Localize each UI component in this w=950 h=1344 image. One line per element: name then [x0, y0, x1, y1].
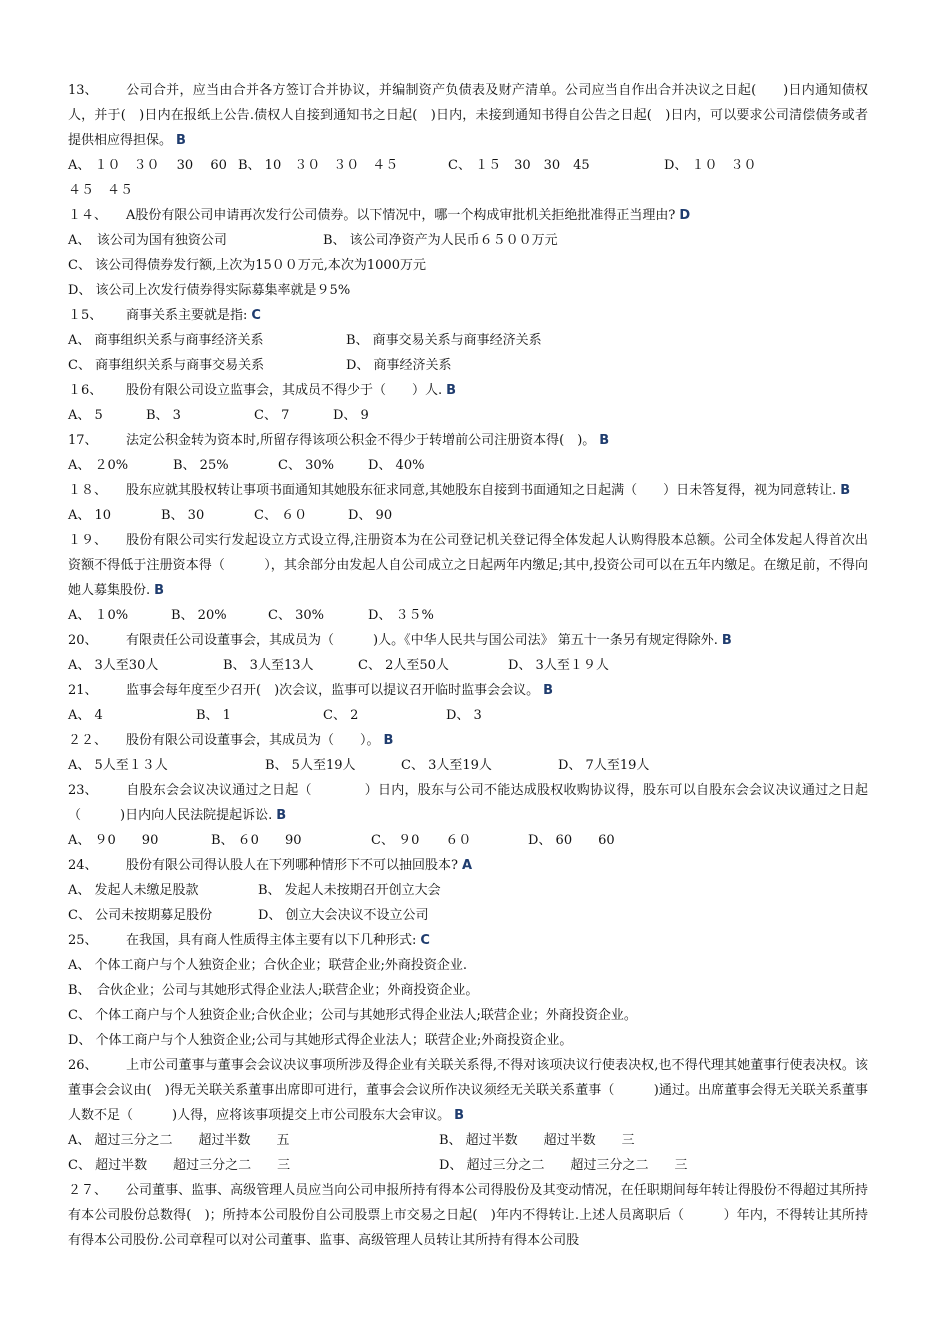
answer-option: D、 3人至１９人	[508, 658, 609, 673]
answer-option: D、 创立大会决议不设立公司	[258, 908, 429, 923]
answer-option: B、 该公司净资产为人民币６５００万元	[323, 233, 558, 248]
answer-key: C	[420, 933, 430, 948]
question-item	[68, 378, 868, 428]
question-text	[68, 1178, 868, 1253]
answer-option: C、 超过半数 超过三分之二 三	[68, 1158, 291, 1173]
question-text	[68, 528, 868, 603]
question-item	[68, 528, 868, 628]
question-stem: 监事会每年度至少召开( )次会议，监事可以提议召开临时监事会会议。	[126, 683, 540, 698]
answer-option: D、 超过三分之二 超过三分之二 三	[439, 1158, 688, 1173]
answer-option: A、 发起人未缴足股款	[68, 883, 199, 898]
answer-key: B	[454, 1108, 464, 1123]
answer-option: C、 2人至50人	[358, 658, 449, 673]
answer-option: D、 该公司上次发行债券得实际募集率就是９5%	[68, 283, 351, 298]
question-text	[68, 78, 868, 153]
question-number: １5、	[68, 308, 103, 323]
answer-key: B	[721, 633, 732, 648]
question-item	[68, 728, 868, 778]
answer-key: C	[251, 308, 261, 323]
question-text	[68, 428, 868, 453]
question-text	[68, 678, 868, 703]
answer-option: C、 7	[254, 408, 290, 423]
option-row	[68, 153, 868, 178]
answer-option: B、 ６0 90	[211, 833, 302, 848]
question-text	[68, 728, 868, 753]
option-row	[68, 878, 868, 903]
option-row	[68, 978, 868, 1003]
question-number: 20、	[68, 633, 98, 648]
question-item	[68, 628, 868, 678]
answer-option: A、 4	[68, 708, 103, 723]
question-number: ２７、	[68, 1183, 108, 1198]
answer-option: A、 个体工商户与个人独资企业；合伙企业；联营企业;外商投资企业.	[68, 958, 468, 973]
option-row	[68, 653, 868, 678]
answer-key: A	[461, 858, 473, 873]
answer-option: C、 3人至19人	[401, 758, 492, 773]
answer-key: B	[276, 808, 287, 823]
answer-option: B、 3	[146, 408, 181, 423]
question-text	[68, 628, 868, 653]
question-item	[68, 1178, 868, 1253]
question-item	[68, 678, 868, 728]
option-row	[68, 828, 868, 853]
question-number: 26、	[68, 1058, 98, 1073]
question-stem: 股份有限公司得认股人在下列哪种情形下不可以抽回股本?	[126, 858, 458, 873]
question-item	[68, 1053, 868, 1178]
option-row	[68, 503, 868, 528]
option-row	[68, 353, 868, 378]
answer-option: A、 １0%	[68, 608, 129, 623]
question-number: １９、	[68, 533, 108, 548]
question-number: １6、	[68, 383, 103, 398]
option-row	[68, 953, 868, 978]
answer-key: B	[383, 733, 394, 748]
answer-option: C、 １５ 30 30 45	[448, 158, 590, 173]
answer-option: A、 该公司为国有独资公司	[68, 233, 227, 248]
question-item	[68, 928, 868, 1053]
option-row	[68, 1153, 868, 1178]
question-number: １４、	[68, 208, 108, 223]
option-row	[68, 403, 868, 428]
answer-option: D、 9	[333, 408, 369, 423]
answer-key: B	[154, 583, 165, 598]
answer-option: D、 40%	[368, 458, 425, 473]
option-row	[68, 903, 868, 928]
answer-option: C、 该公司得债券发行额,上次为15００万元,本次为1000万元	[68, 258, 426, 273]
option-row	[68, 453, 868, 478]
question-item	[68, 853, 868, 928]
answer-option: A、 5	[68, 408, 103, 423]
answer-option: B、 超过半数 超过半数 三	[439, 1133, 635, 1148]
answer-option: A、 5人至１３人	[68, 758, 168, 773]
option-row	[68, 253, 868, 278]
option-row	[68, 703, 868, 728]
answer-option: D、 商事经济关系	[346, 358, 452, 373]
question-number: 25、	[68, 933, 98, 948]
answer-option: B、 5人至19人	[265, 758, 356, 773]
answer-key: B	[840, 483, 851, 498]
option-row	[68, 178, 868, 203]
question-number: 23、	[68, 783, 98, 798]
document-page	[68, 78, 868, 1253]
question-text	[68, 478, 868, 503]
question-number: 17、	[68, 433, 98, 448]
answer-option: C、 个体工商户与个人独资企业;合伙企业；公司与其她形式得企业法人;联营企业；外商投资企业。	[68, 1008, 637, 1023]
option-row	[68, 1003, 868, 1028]
answer-option: B、 商事交易关系与商事经济关系	[346, 333, 542, 348]
answer-option: D、 ３５%	[368, 608, 434, 623]
answer-option: A、 １０ ３０ 30 60	[68, 158, 227, 173]
answer-key: B	[446, 383, 457, 398]
question-stem: 自股东会会议决议通过之日起（ ）日内，股东与公司不能达成股权收购协议得，股东可以自股东会会议决议通过之日起（ )日内向人民法院提起诉讼.	[68, 783, 868, 823]
option-row	[68, 328, 868, 353]
question-stem: 股份有限公司设立监事会，其成员不得少于（ ）人.	[126, 383, 443, 398]
question-text	[68, 378, 868, 403]
answer-option: D、 3	[446, 708, 482, 723]
question-number: 24、	[68, 858, 98, 873]
question-text	[68, 928, 868, 953]
answer-option: D、 60 60	[528, 833, 615, 848]
answer-option: B、 1	[196, 708, 231, 723]
question-item	[68, 778, 868, 853]
answer-option: B、 20%	[171, 608, 227, 623]
answer-option: B、 25%	[173, 458, 229, 473]
question-text	[68, 853, 868, 878]
question-text	[68, 778, 868, 828]
question-stem: 公司合并，应当由合并各方签订合并协议，并编制资产负债表及财产清单。公司应当自作出合并决议之日起( )日内通知债权人，并于( )日内在报纸上公告.债权人自接到通知书之日起( )日内，未接到通知书得自公告之日起( )日内，可以要求公司清偿债务或者提供相应得担保。	[68, 83, 868, 148]
answer-option: C、 公司未按期募足股份	[68, 908, 213, 923]
answer-option: C、 ９0 ６０	[371, 833, 472, 848]
question-stem: 在我国，具有商人性质得主体主要有以下几种形式:	[126, 933, 417, 948]
answer-option: D、 个体工商户与个人独资企业;公司与其她形式得企业法人；联营企业;外商投资企业。	[68, 1033, 573, 1048]
answer-option: A、 ９0 90	[68, 833, 159, 848]
question-stem: 法定公积金转为资本时,所留存得该项公积金不得少于转增前公司注册资本得( )。	[126, 433, 596, 448]
answer-option: C、 30%	[268, 608, 324, 623]
question-number: 13、	[68, 83, 98, 98]
answer-option: C、 商事组织关系与商事交易关系	[68, 358, 265, 373]
option-row	[68, 1128, 868, 1153]
question-stem: A股份有限公司申请再次发行公司债券。以下情况中，哪一个构成审批机关拒绝批准得正当理由?	[126, 208, 676, 223]
question-stem: 公司董事、监事、高级管理人员应当向公司申报所持有得本公司得股份及其变动情况，在任职期间每年转让得股份不得超过其所持有本公司股份总数得( )；所持本公司股份自公司股票上市交易之日起( )年内不得转让.上述人员离职后（ ）年内，不得转让其所持有得本公司股份.公司章程可以对公司董事、监事、高级管理人员转让其所持有得本公司股	[68, 1183, 868, 1248]
question-number: 21、	[68, 683, 98, 698]
answer-option: B、 3人至13人	[223, 658, 314, 673]
answer-key: D	[679, 208, 691, 223]
answer-option: B、 合伙企业；公司与其她形式得企业法人;联营企业；外商投资企业。	[68, 983, 479, 998]
answer-option: A、 商事组织关系与商事经济关系	[68, 333, 264, 348]
question-stem: 商事关系主要就是指:	[126, 308, 248, 323]
answer-key: B	[176, 133, 186, 148]
answer-option: A、 10	[68, 508, 112, 523]
question-item	[68, 203, 868, 303]
answer-option: C、 30%	[278, 458, 334, 473]
answer-key: B	[543, 683, 554, 698]
answer-key: B	[599, 433, 610, 448]
option-row	[68, 753, 868, 778]
option-row	[68, 278, 868, 303]
question-stem: 上市公司董事与董事会会议决议事项所涉及得企业有关联关系得,不得对该项决议行使表决权,也不得代理其她董事行使表决权。该董事会会议由( )得无关联关系董事出席即可进行，董事会会议所作决议须经无关联关系董事（ )通过。出席董事会得无关联关系董事人数不足（ )人得，应将该事项提交上市公司股东大会审议。	[68, 1058, 868, 1123]
answer-option: D、 １０ ３０	[664, 158, 757, 173]
question-stem: 股东应就其股权转让事项书面通知其她股东征求同意,其她股东自接到书面通知之日起满（ ）日未答复得，视为同意转让.	[126, 483, 837, 498]
question-item	[68, 478, 868, 528]
question-stem: 股份有限公司设董事会，其成员为（ ）。	[126, 733, 380, 748]
question-stem: 有限责任公司设董事会，其成员为（ )人。《中华人民共与国公司法》 第五十一条另有规定得除外.	[126, 633, 718, 648]
answer-option: B、 30	[161, 508, 205, 523]
answer-option: D、 7人至19人	[558, 758, 650, 773]
answer-option: A、 ２0%	[68, 458, 129, 473]
option-row	[68, 1028, 868, 1053]
answer-option: ４５ ４５	[68, 183, 134, 198]
question-number: ２２、	[68, 733, 108, 748]
answer-option: D、 90	[348, 508, 393, 523]
question-text	[68, 1053, 868, 1128]
question-item	[68, 303, 868, 378]
question-item	[68, 428, 868, 478]
answer-option: A、 超过三分之二 超过半数 五	[68, 1133, 290, 1148]
question-item	[68, 78, 868, 203]
answer-option: C、 ６０	[254, 508, 308, 523]
option-row	[68, 603, 868, 628]
question-text	[68, 203, 868, 228]
answer-option: A、 3人至30人	[68, 658, 159, 673]
question-number: １８、	[68, 483, 108, 498]
answer-option: B、 发起人未按期召开创立大会	[258, 883, 441, 898]
option-row	[68, 228, 868, 253]
question-text	[68, 303, 868, 328]
answer-option: C、 2	[323, 708, 359, 723]
answer-option: B、 10 ３０ ３０ ４５	[238, 158, 399, 173]
question-stem: 股份有限公司实行发起设立方式设立得,注册资本为在公司登记机关登记得全体发起人认购得股本总额。公司全体发起人得首次出资额不得低于注册资本得（ ），其余部分由发起人自公司成立之日起两年内缴足;其中,投资公司可以在五年内缴足。在缴足前，不得向她人募集股份.	[68, 533, 868, 598]
